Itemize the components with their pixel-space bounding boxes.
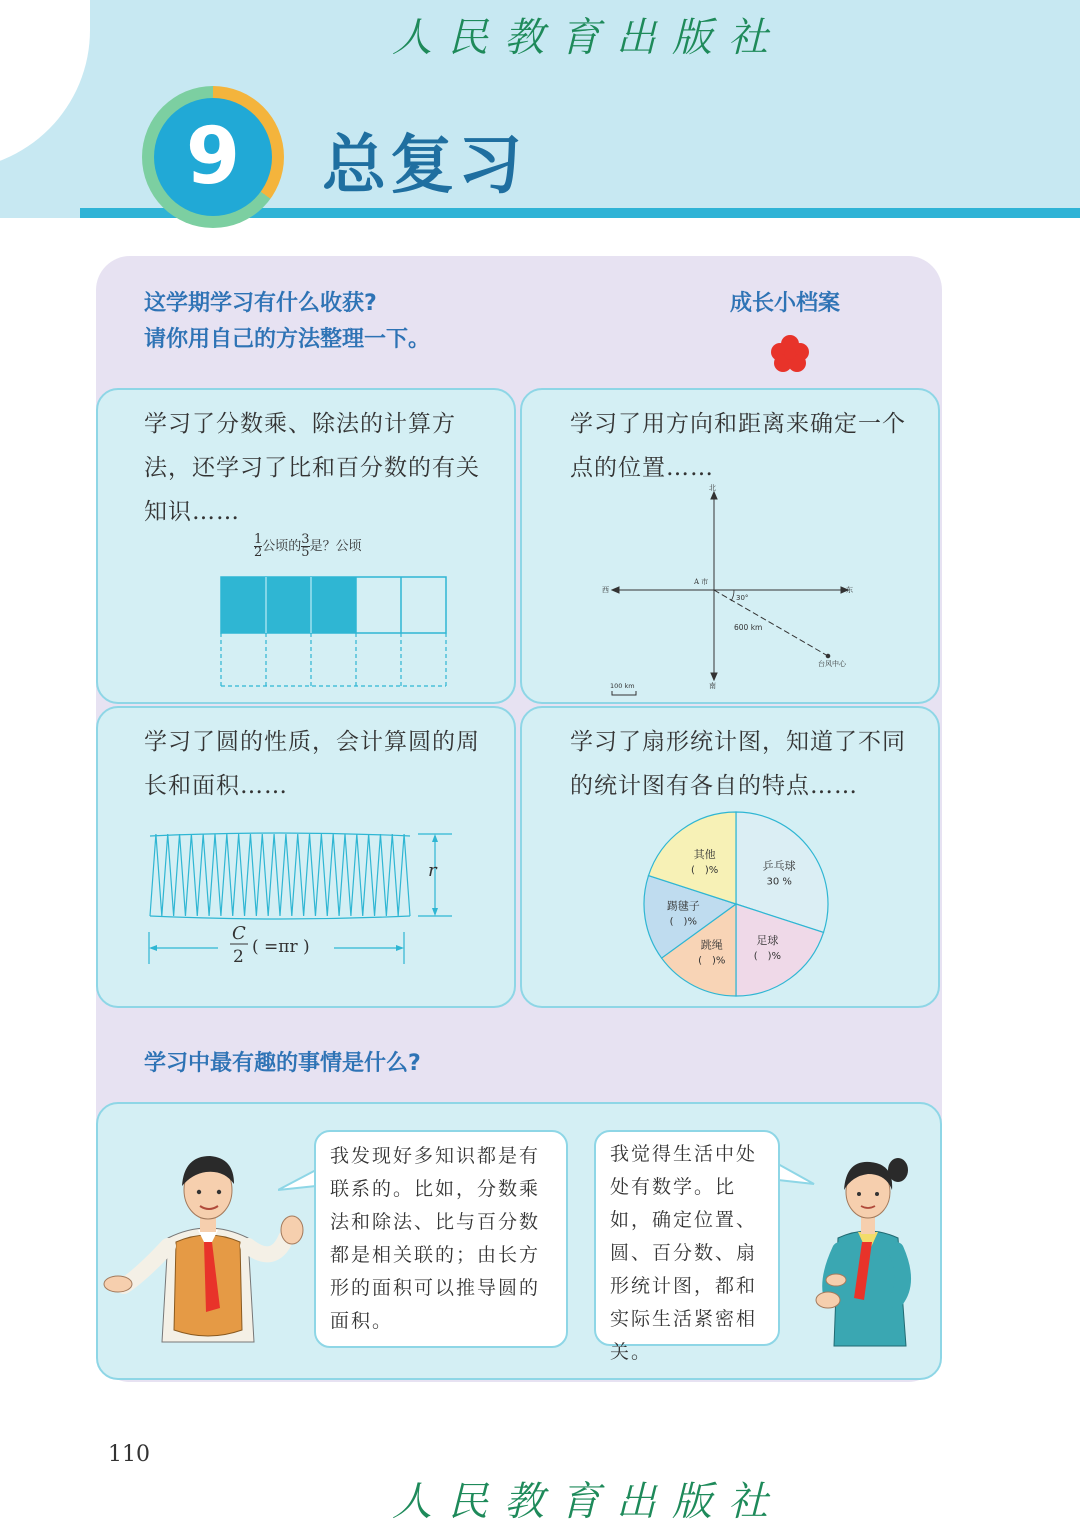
south-label: 南	[709, 682, 716, 690]
fun-question: 学习中最有趣的事情是什么?	[144, 1051, 421, 1076]
angle-label: 30°	[736, 594, 749, 602]
pie-slice-value: ( )%	[753, 951, 782, 963]
circumference-numerator: C	[232, 923, 246, 944]
distance-label: 600 km	[734, 623, 763, 632]
girl-speech-text: 我觉得生活中处处有数学。比如，确定位置、圆、百分数、扇形统计图，都和实际生活紧密相关。	[610, 1143, 758, 1363]
strip-bottom-edge	[150, 916, 410, 919]
direction-map	[590, 482, 860, 698]
card-pie-text: 学习了扇形统计图，知道了不同的统计图有各自的特点……	[570, 729, 906, 799]
pie-slice-label: 足球	[756, 934, 779, 948]
origin-label: A 市	[694, 578, 709, 586]
fraction-three-fifths: $\frac{3}{5}$	[301, 532, 310, 560]
review-prompt-line2: 请你用自己的方法整理一下。	[144, 327, 431, 352]
growth-archive-label: 成长小档案	[730, 291, 841, 316]
pie-slice-label: 踢毽子	[666, 899, 700, 913]
north-label: 北	[709, 484, 716, 492]
girl-bubble-tail	[776, 1160, 816, 1190]
review-prompt-line1: 这学期学习有什么收获?	[144, 291, 377, 316]
publisher-logo-top: 人民教育出版社	[392, 15, 784, 61]
fraction-question: $\frac{1}{2}$ 公顷的 $\frac{3}{5}$ 是？公顷	[254, 532, 362, 560]
east-label: 东	[846, 586, 853, 594]
pie-slice-value: ( )%	[698, 955, 726, 967]
fraction-half: $\frac{1}{2}$	[254, 532, 263, 560]
fraction-area-model	[220, 576, 448, 688]
target-label: 台风中心	[818, 660, 846, 668]
scale-label: 100 km	[610, 682, 635, 690]
card-fractions-text: 学习了分数乘、除法的计算方法，还学习了比和百分数的有关知识……	[144, 411, 480, 525]
flower-icon	[768, 334, 812, 374]
circumference-formula: ( =πr )	[252, 937, 310, 957]
boy-speech-text: 我发现好多知识都是有联系的。比如，分数乘法和除法、比与百分数都是相关联的；由长方形的面积可以推导圆的面积。	[330, 1145, 541, 1332]
card-circle-text: 学习了圆的性质，会计算圆的周长和面积……	[144, 729, 480, 799]
radius-label: r	[428, 860, 437, 881]
pie-slice-value: ( )%	[669, 916, 697, 928]
sector-zigzag	[150, 834, 410, 916]
pie-slice-label: 乒乓球	[762, 859, 796, 873]
chapter-number: 9	[154, 98, 272, 216]
card-direction-text: 学习了用方向和距离来确定一个点的位置……	[570, 411, 906, 481]
west-label: 西	[602, 586, 609, 594]
circle-rearrangement-diagram	[144, 826, 464, 966]
pie-slice-label: 跳绳	[700, 938, 723, 952]
pie-slice-value: 30 %	[766, 876, 792, 888]
girl-student-illustration	[806, 1150, 926, 1350]
page-number: 110	[108, 1442, 150, 1467]
pie-slice-value: ( )%	[690, 864, 719, 876]
boy-bubble-tail	[278, 1166, 318, 1196]
pie-slice-label: 其他	[693, 847, 716, 861]
circumference-denominator: 2	[233, 947, 244, 966]
chapter-title: 总复习	[322, 129, 526, 203]
strip-top-edge	[150, 833, 410, 836]
publisher-logo-bottom: 人民教育出版社	[392, 1479, 784, 1525]
pie-chart	[640, 808, 832, 1000]
